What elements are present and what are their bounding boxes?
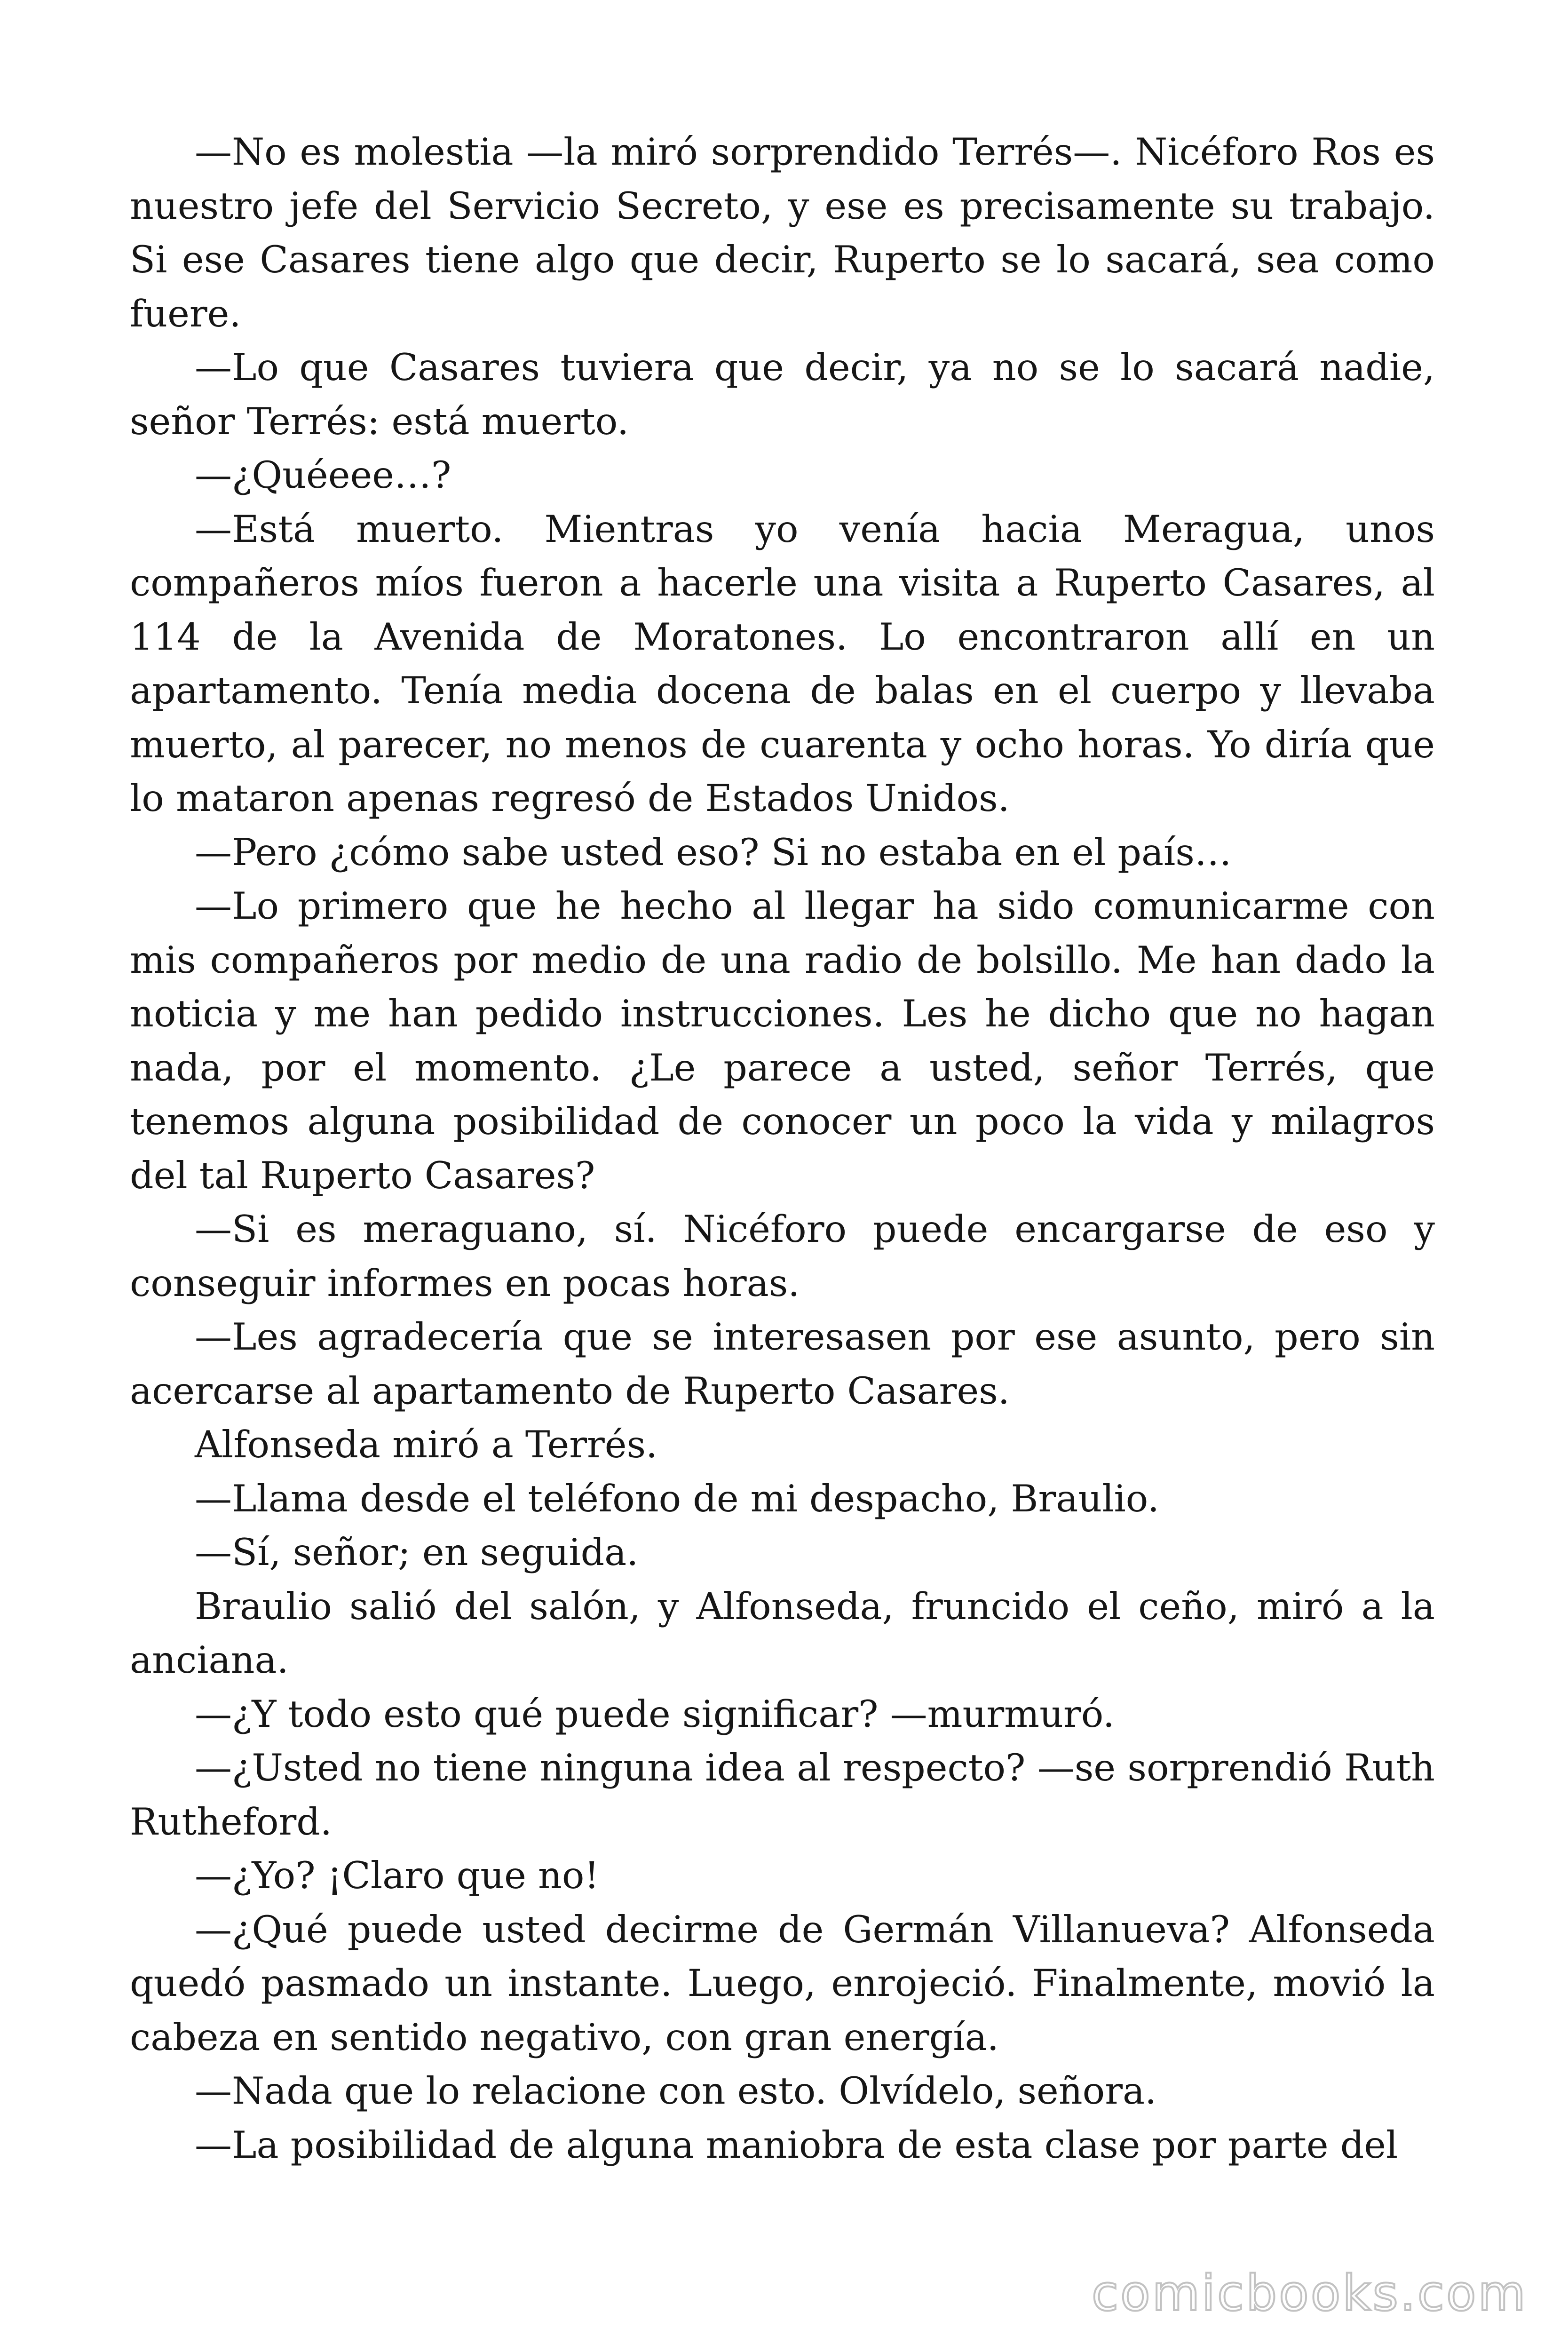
paragraph: —Les agradecería que se interesasen por ese asunto, pero sin acercarse al apartamento de Ruperto Casares. xyxy=(130,1315,1435,1413)
paragraph: —Lo primero que he hecho al llegar ha sido comunicarme con mis compañeros por medio de una radio de bolsillo. Me han dado la noticia y me han pedido instrucciones. Les he dicho que no hagan nada, por el momento. ¿Le parece a usted, señor Terrés, que tenemos alguna posibilidad de conocer un poco la vida y milagros del tal Ruperto Casares? xyxy=(130,884,1435,1197)
paragraph: —No es molestia —la miró sorprendido Terrés—. Nicéforo Ros es nuestro jefe del Servicio Secreto, y ese es precisamente su trabajo. Si ese Casares tiene algo que decir, Ruperto se lo sacará, sea como fuere. xyxy=(130,130,1435,335)
paragraph: Braulio salió del salón, y Alfonseda, fruncido el ceño, miró a la anciana. xyxy=(130,1584,1435,1682)
body-text xyxy=(130,125,1435,2172)
paragraph: —¿Qué puede usted decirme de Germán Villanueva? Alfonseda quedó pasmado un instante. Luego, enrojeció. Finalmente, movió la cabeza en sentido negativo, con gran energía. xyxy=(130,1907,1435,2059)
watermark: comicbooks.com xyxy=(1091,2265,1528,2322)
paragraph: —Si es meraguano, sí. Nicéforo puede encargarse de eso y conseguir informes en pocas horas. xyxy=(130,1208,1435,1305)
paragraph: —Lo que Casares tuviera que decir, ya no se lo sacará nadie, señor Terrés: está muerto. xyxy=(130,346,1435,443)
paragraph: —Pero ¿cómo sabe usted eso? Si no estaba en el país… xyxy=(195,830,1232,874)
paragraph: —¿Yo? ¡Claro que no! xyxy=(195,1854,600,1897)
paragraph: —¿Quéeee…? xyxy=(195,453,451,497)
paragraph: —Nada que lo relacione con esto. Olvídelo, señora. xyxy=(195,2069,1157,2113)
paragraph: —Sí, señor; en seguida. xyxy=(195,1531,639,1574)
paragraph: —¿Usted no tiene ninguna idea al respecto? —se sorprendió Ruth Rutheford. xyxy=(130,1746,1435,1843)
paragraph: —Llama desde el teléfono de mi despacho, Braulio. xyxy=(195,1477,1160,1520)
paragraph: —La posibilidad de alguna maniobra de esta clase por parte del xyxy=(195,2123,1398,2167)
paragraph: —¿Y todo esto qué puede significar? —murmuró. xyxy=(195,1692,1115,1736)
paragraph: Alfonseda miró a Terrés. xyxy=(195,1423,658,1466)
paragraph: —Está muerto. Mientras yo venía hacia Meragua, unos compañeros míos fueron a hacerle una visita a Ruperto Casares, al 114 de la Avenida de Moratones. Lo encontraron allí en un apartamento. Tenía media docena de balas en el cuerpo y llevaba muerto, al parecer, no menos de cuarenta y ocho horas. Yo diría que lo mataron apenas regresó de Estados Unidos. xyxy=(130,507,1435,820)
